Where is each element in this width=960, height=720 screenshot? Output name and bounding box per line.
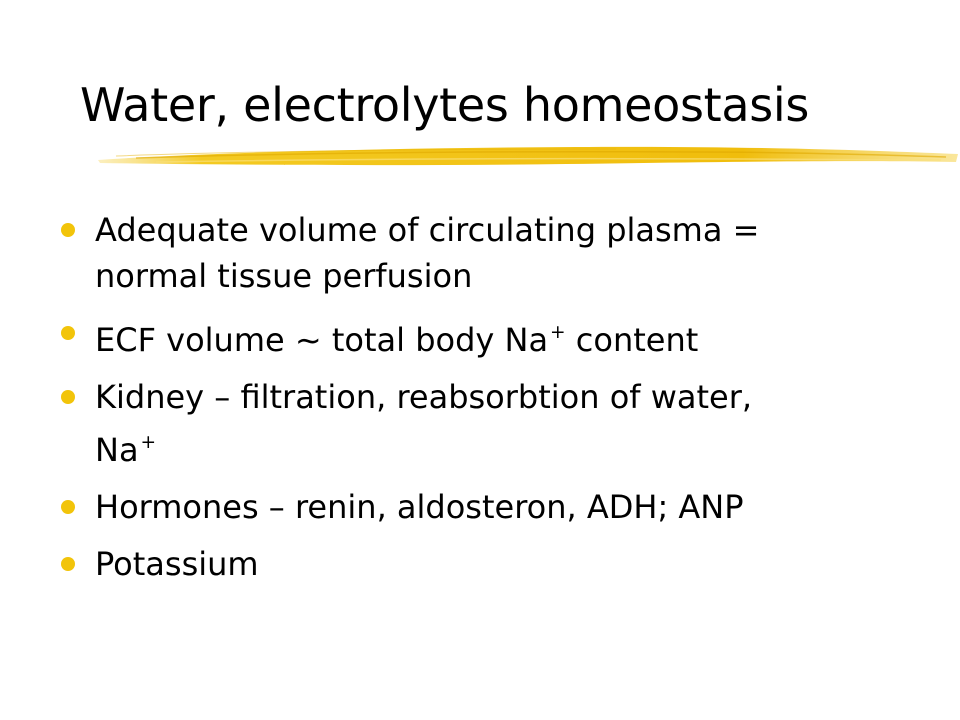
bullet-text-line: Hormones – renin, aldosteron, ADH; ANP: [95, 487, 744, 526]
title-underline-brushstroke: [96, 138, 960, 174]
bullet-text: ECF volume ~ total body Na: [95, 320, 549, 359]
bullet-text: Na: [95, 430, 139, 469]
bullet-text: content: [575, 320, 699, 359]
bullet-item: [57, 374, 917, 473]
slide-title: Water, electrolytes homeostasis: [80, 78, 810, 132]
ion-charge-superscript: +: [550, 322, 566, 343]
bullet-item: [57, 484, 917, 530]
bullet-list: [57, 207, 917, 598]
bullet-text-line: Adequate volume of circulating plasma =: [95, 211, 760, 249]
bullet-text-line: Potassium: [95, 544, 259, 583]
bullet-dot-icon: [61, 557, 75, 571]
bullet-text-line: [95, 420, 917, 473]
ion-charge-superscript: +: [140, 431, 157, 453]
bullet-item: [57, 541, 917, 587]
bullet-text-line: [95, 310, 917, 363]
bullet-text-line: Kidney – filtration, reabsorbtion of water,: [95, 377, 753, 416]
bullet-dot-icon: [61, 223, 75, 237]
bullet-dot-icon: [61, 390, 75, 404]
bullet-dot-icon: [61, 326, 75, 340]
bullet-dot-icon: [61, 500, 75, 514]
bullet-item: [57, 310, 917, 363]
bullet-text-line: normal tissue perfusion: [95, 257, 473, 295]
bullet-item: [57, 207, 917, 299]
